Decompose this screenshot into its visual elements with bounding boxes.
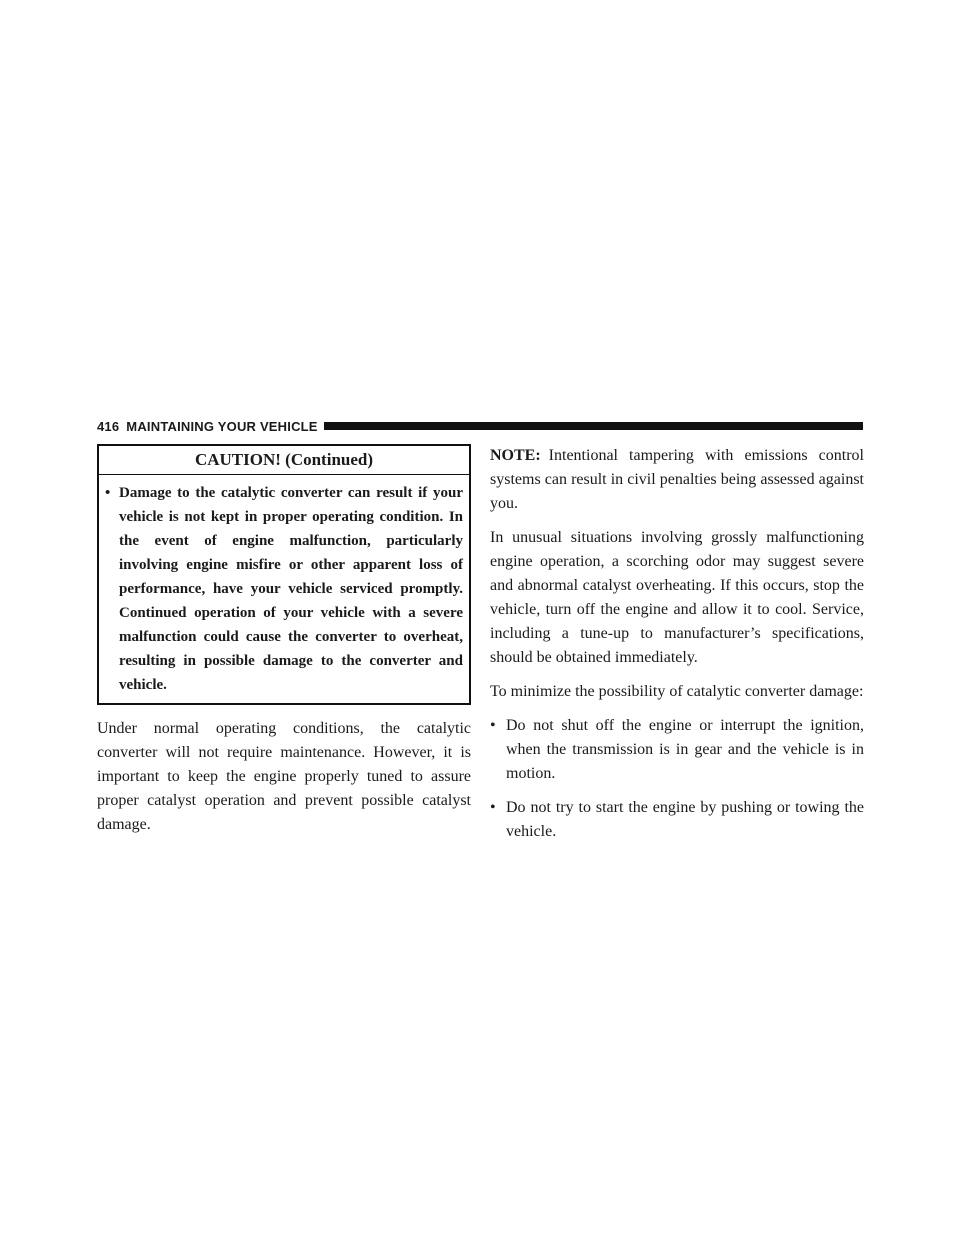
list-item [490,714,864,786]
left-column [97,444,471,837]
maintenance-paragraph: Under normal operating conditions, the catalytic converter will not require maintenance. However, it is important to keep the engine properly tuned to assure proper catalyst operation and prevent possible catalyst damage. [97,720,471,833]
caution-title: CAUTION! (Continued) [99,450,469,475]
list-item [490,796,864,844]
caution-item-text: Damage to the catalytic converter can result if your vehicle is not kept in proper operating condition. In the event of engine malfunction, particularly involving engine misfire or other apparent loss of performance, have your vehicle serviced promptly. Continued operation of your vehicle with a severe malfunction could cause the converter to overheat, resulting in possible damage to the converter and vehicle. [119,485,463,693]
caution-list-item [105,481,463,697]
note-label: NOTE: [490,447,541,464]
overheating-paragraph: In unusual situations involving grossly malfunctioning engine operation, a scorching odor may suggest severe and abnormal catalyst overheating. If this occurs, stop the vehicle, turn off the engine and allow it to cool. Service, including a tune-up to manufacturer’s specifications, should be obtained immediately. [490,529,864,666]
list-item-text: Do not try to start the engine by pushing or towing the vehicle. [506,799,864,840]
header-rule [324,422,863,430]
note-paragraph [490,444,864,516]
bullet-icon: • [105,485,111,501]
right-column [490,444,864,844]
page-header [97,416,863,436]
caution-box [97,444,471,705]
page-number: 416 [97,418,120,434]
bullet-icon: • [490,799,496,816]
list-item-text: Do not shut off the engine or interrupt the ignition, when the transmission is in gear and the vehicle is in motion. [506,717,864,782]
section-title: MAINTAINING YOUR VEHICLE [126,418,318,434]
bullet-icon: • [490,717,496,734]
note-text: Intentional tampering with emissions control systems can result in civil penalties being assessed against you. [490,447,864,512]
minimize-damage-paragraph: To minimize the possibility of catalytic converter damage: [490,683,864,700]
